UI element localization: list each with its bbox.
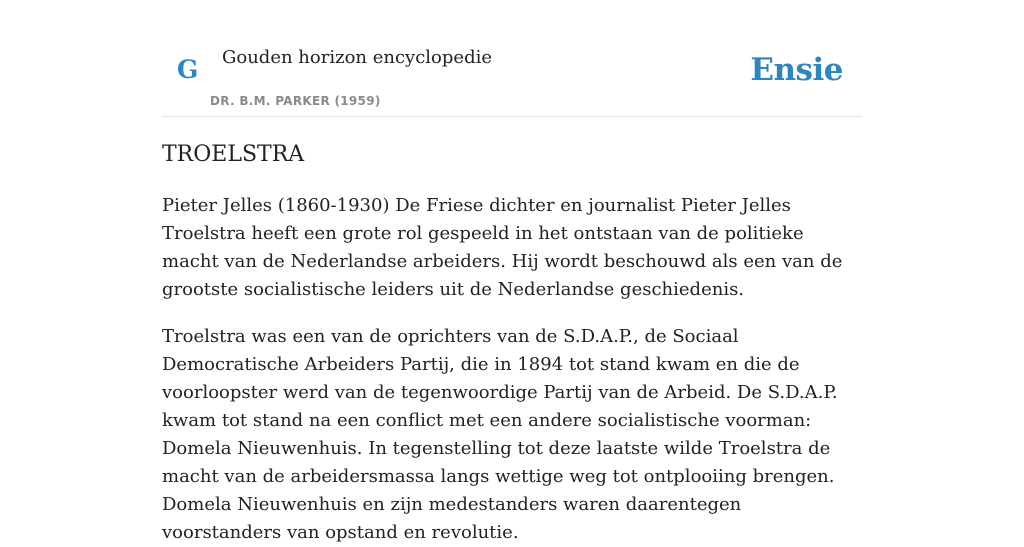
article-paragraph-1: Pieter Jelles (1860-1930) De Friese dichter en journalist Pieter Jelles Troelstra heeft een grote rol gespeeld in het ontstaan van de politieke macht van de Nederlandse arbeiders. Hij wordt beschouwd als een van de grootste socialistische leiders uit de Nederlandse geschiedenis. (162, 195, 843, 300)
article (162, 138, 862, 547)
book-title-link[interactable]: Gouden horizon encyclopedie (222, 47, 492, 68)
article-paragraph-2: Troelstra was een van de oprichters van de S.D.A.P., de Sociaal Democratische Arbeiders Partij, die in 1894 tot stand kwam en die de voorloopster werd van de tegenwoordige Partij van de Arbeid. De S.D.A.P. kwam tot stand na een conflict met een andere socialistische voorman: Domela Nieuwenhuis. In tegenstelling tot deze laatste wilde Troelstra de macht van de arbeidersmassa langs wettige weg tot ontplooiing brengen. Domela Nieuwenhuis en zijn medestanders waren daarentegen voorstanders van opstand en revolutie. (162, 326, 838, 543)
page-header (162, 0, 862, 117)
book-logo[interactable]: G (177, 55, 199, 84)
book-author: DR. B.M. PARKER (1959) (210, 94, 381, 108)
ensie-logo-link[interactable]: Ensie (750, 52, 843, 88)
article-title: TROELSTRA (162, 142, 305, 167)
